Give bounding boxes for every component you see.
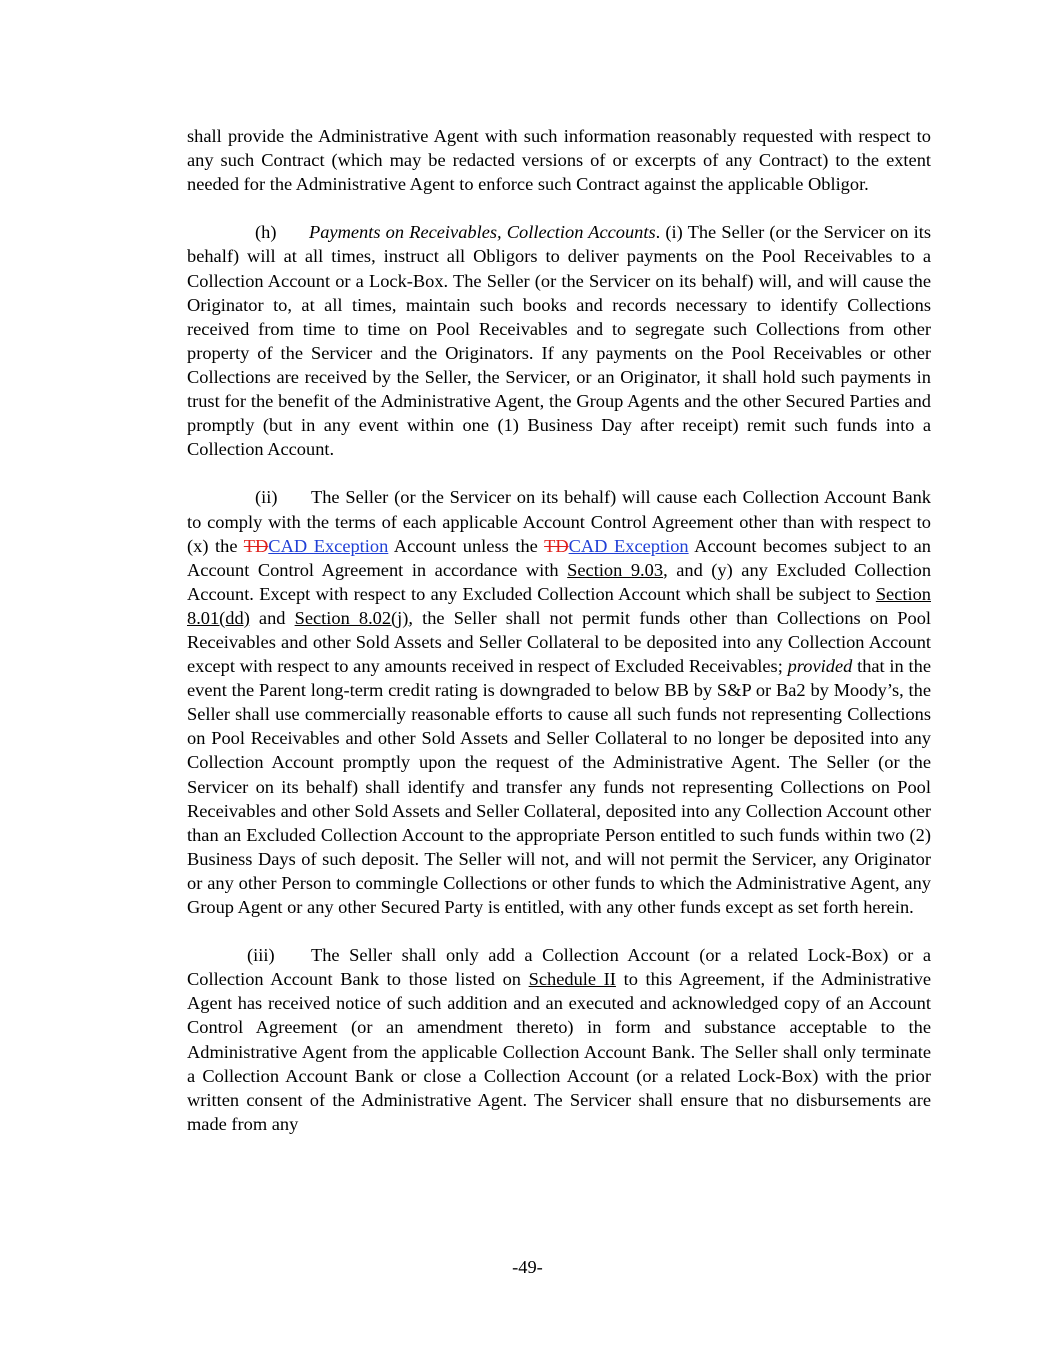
clause-ii-text-5: and <box>249 607 295 628</box>
clause-iii-text-2: to this Agreement, if the Administrative Agent has received notice of such addition and an executed and acknowledged copy of an Account Control Agreement (or an amendment thereto) in form and substance acceptable to the Administrative Agent from the applicable Collection Account Bank. The Seller shall only terminate a Collection Account Bank or close a Collection Account (or a related Lock-Box) with the prior written consent of the Administrative Agent. The Servicer shall ensure that no disbursements are made from any <box>187 969 931 1134</box>
section-reference: Section 8.02(j) <box>294 607 409 628</box>
clause-heading: Payments on Receivables, Collection Accounts <box>309 222 656 243</box>
inserted-text: CAD Exception <box>268 535 389 556</box>
schedule-reference: Schedule II <box>528 969 616 990</box>
deleted-text: TD <box>243 535 269 556</box>
clause-label-ii: (ii) <box>255 487 278 508</box>
inserted-text: CAD Exception <box>568 535 689 556</box>
clause-label-iii: (iii) <box>247 945 275 966</box>
paragraph-iii <box>187 943 931 1136</box>
paragraph-continuation <box>187 124 931 196</box>
continuation-text: shall provide the Administrative Agent with such information reasonably requested with respect to any such Contract (which may be redacted versions of or excerpts of any Contract) to the extent needed for the Administrative Agent to enforce such Contract against the applicable Obligor. <box>187 126 931 195</box>
clause-ii-text-3: Account becomes subject to an Account Control Agreement in accordance with <box>187 535 931 580</box>
clause-ii-text-6: , the Seller shall not permit funds other than Collections on Pool Receivables and other Sold Assets and Seller Collateral to be deposited into any Collection Account except with respect to any amounts received in respect of Excluded Receivables; <box>187 607 932 677</box>
deleted-text: TD <box>544 535 569 556</box>
clause-ii-text-7: that in the event the Parent long-term credit rating is downgraded to below BB by S&P or Ba2 by Moody’s, the Seller shall use commercially reasonable efforts to cause all such funds not representing Collections on Pool Receivables and other Sold Assets and Seller Collateral to no longer be deposited into any Collection Account promptly upon the request of the Administrative Agent. The Seller (or the Servicer on its behalf) shall identify and transfer any funds not representing Collections on Pool Receivables and other Sold Assets and Seller Collateral, deposited into any Collection Account other than an Excluded Collection Account to the appropriate Person entitled to such funds within two (2) Business Days of such deposit. The Seller will not, and will not permit the Servicer, any Originator or any other Person to commingle Collections or other funds to which the Administrative Agent, any Group Agent or any other Secured Party is entitled, with any other funds except as set forth herein. <box>187 656 931 917</box>
section-reference: Section 8.01(dd) <box>187 583 931 628</box>
provided-term: provided <box>787 656 853 677</box>
section-reference: Section 9.03 <box>567 559 664 580</box>
clause-iii-text-1: The Seller shall only add a Collection Account (or a related Lock-Box) or a Collection Account Bank to those listed on <box>187 945 931 990</box>
paragraph-ii <box>187 485 931 919</box>
clause-ii-text-4: , and (y) any Excluded Collection Account. Except with respect to any Excluded Collection Account which shall be subject to <box>187 559 932 604</box>
clause-ii-text-1: The Seller (or the Servicer on its behalf) will cause each Collection Account Bank to comply with the terms of each applicable Account Control Agreement other than with respect to (x) the <box>187 487 931 556</box>
clause-h-text: . (i) The Seller (or the Servicer on its behalf) will at all times, instruct all Obligors to deliver payments on the Pool Receivables to a Collection Account or a Lock-Box. The Seller (or the Servicer on its behalf) will, and will cause the Originator to, at all times, maintain such books and records necessary to identify Collections received from time to time on Pool Receivables and to segregate such Collections from other property of the Servicer and the Originators. If any payments on the Pool Receivables or other Collections are received by the Seller, the Servicer, or an Originator, it shall hold such payments in trust for the benefit of the Administrative Agent, the Group Agents and the other Secured Parties and promptly (but in any event within one (1) Business Day after receipt) remit such funds into a Collection Account. <box>187 222 931 460</box>
body-text <box>187 124 931 1160</box>
page-number: -49- <box>512 1257 543 1277</box>
paragraph-h <box>187 220 931 461</box>
clause-label-h: (h) <box>255 222 277 243</box>
clause-ii-text-2: Account unless the <box>388 535 545 556</box>
